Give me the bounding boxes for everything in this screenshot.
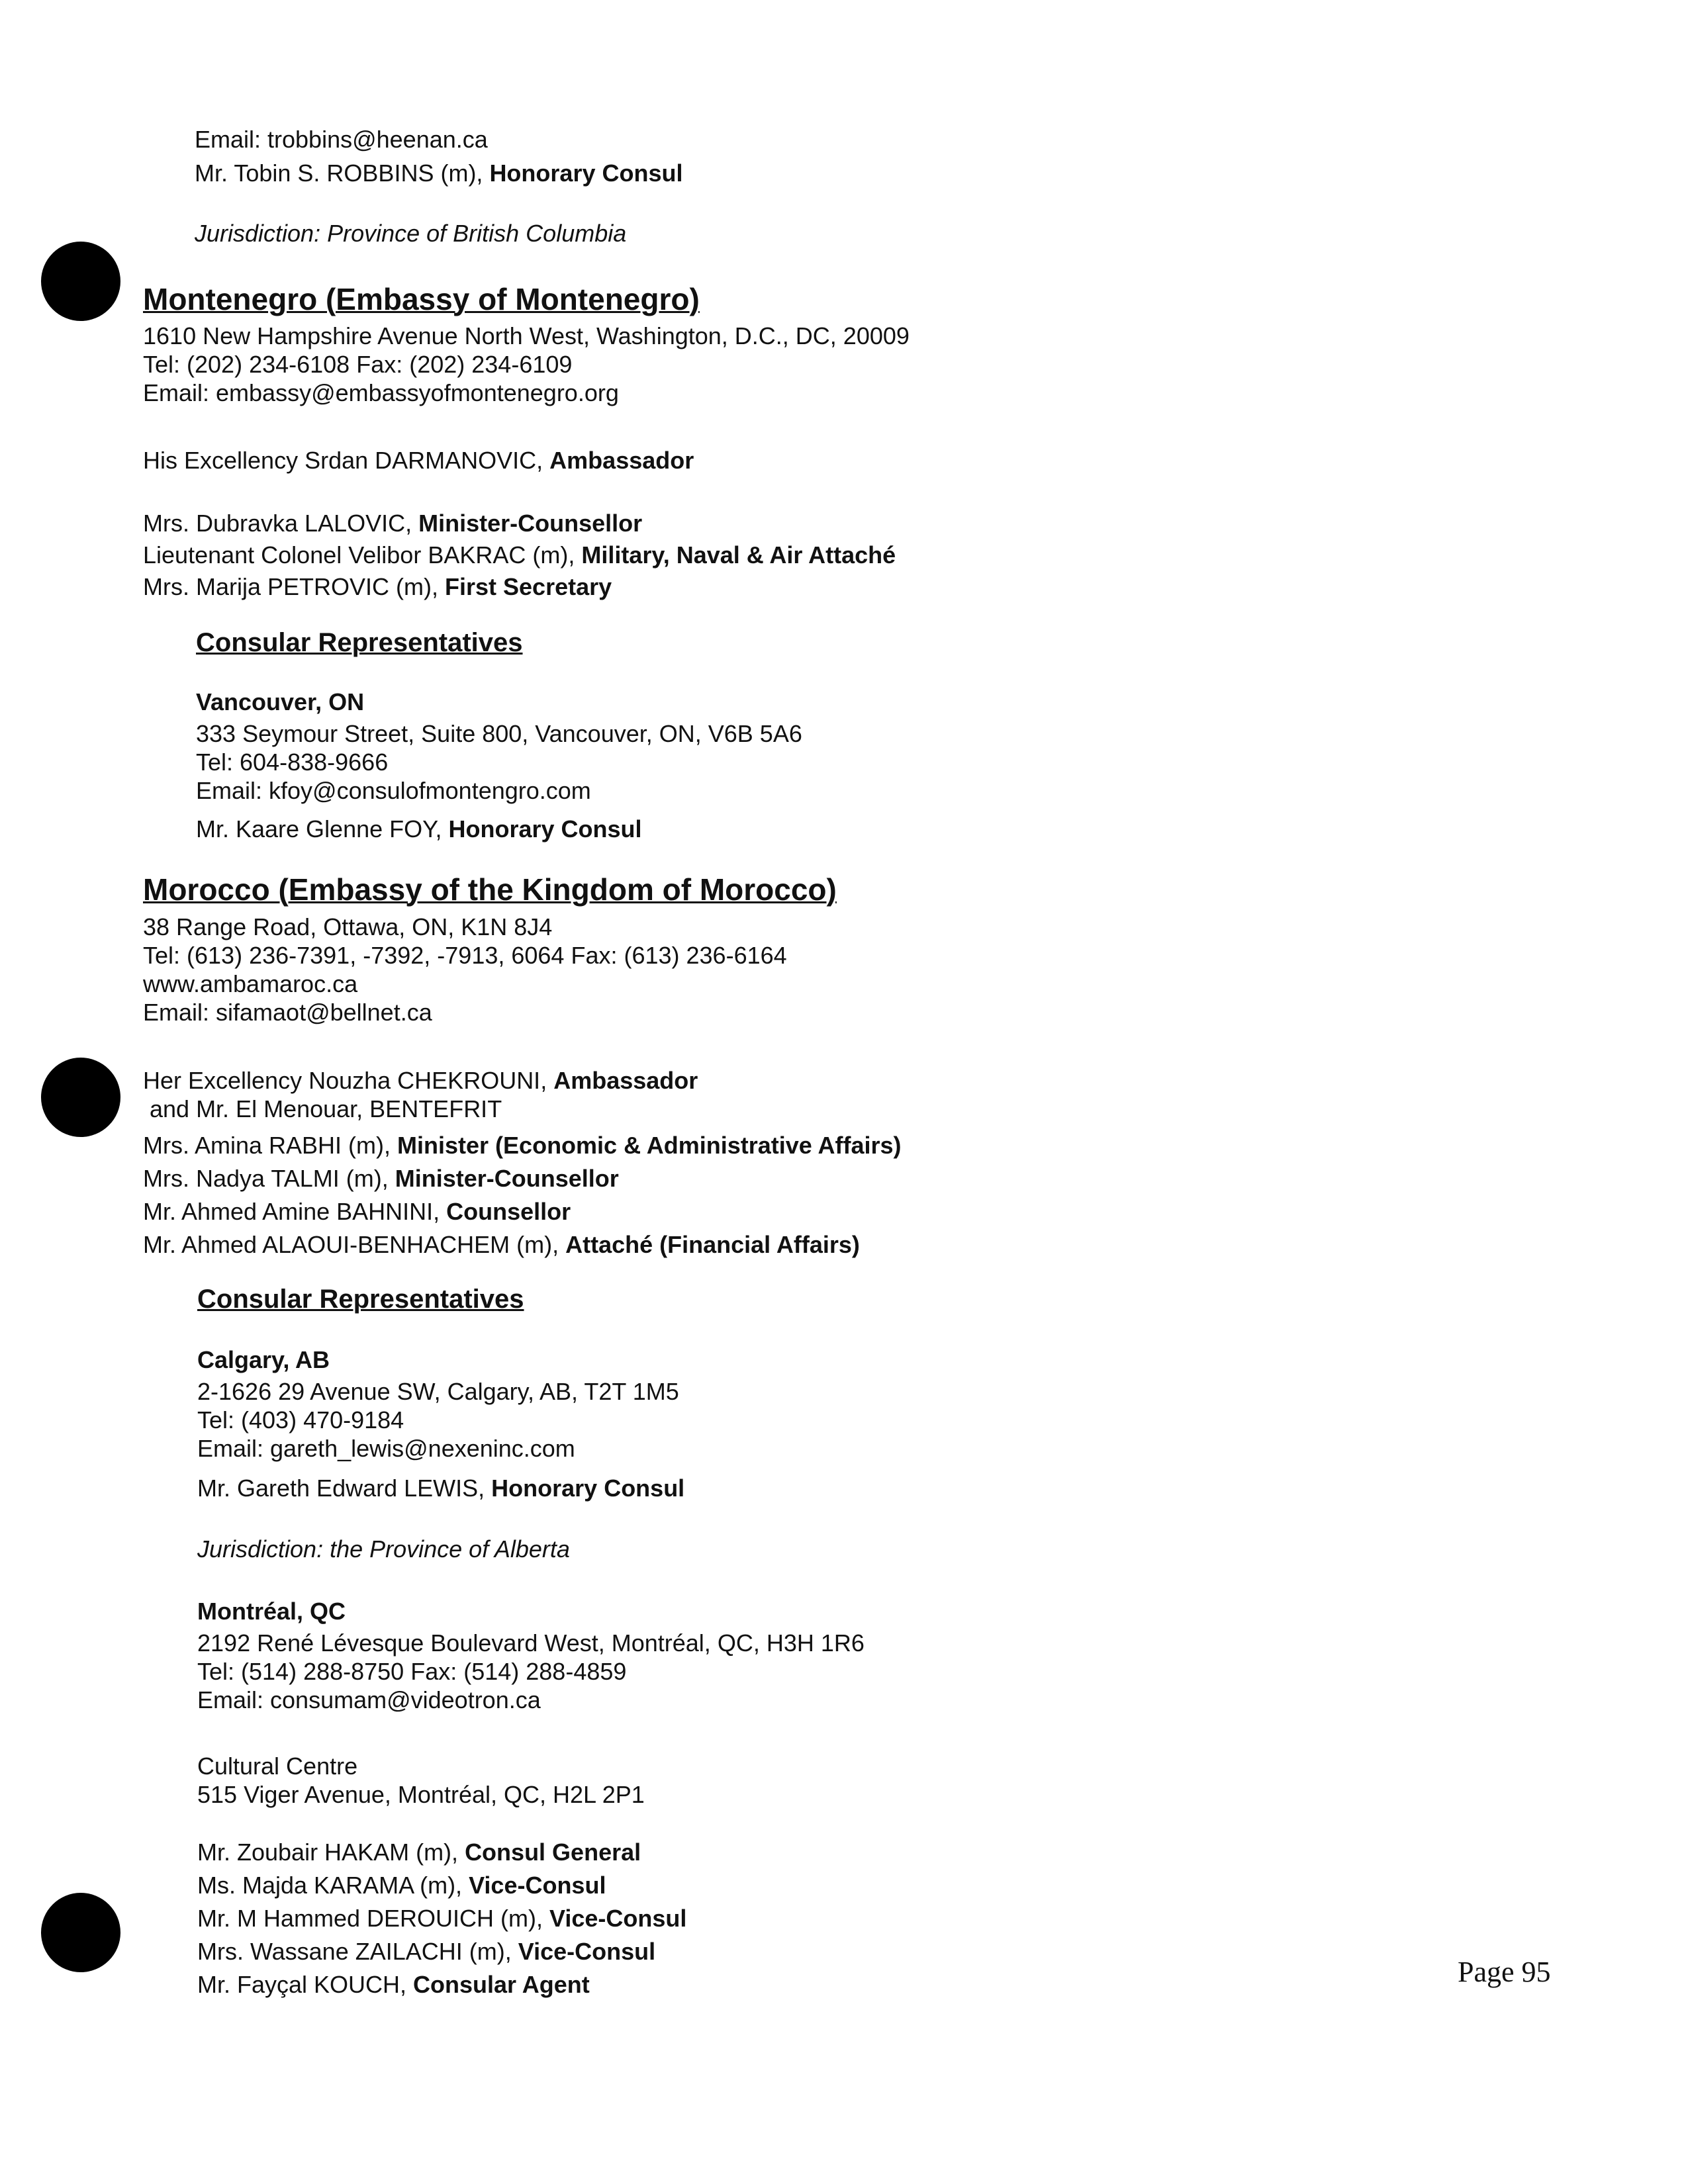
montenegro-address: 1610 New Hampshire Avenue North West, Washington, D.C., DC, 20009 xyxy=(143,322,910,349)
person-title: Honorary Consul xyxy=(491,1475,685,1502)
morocco-email: Email: sifamaot@bellnet.ca xyxy=(143,999,432,1026)
person-title: Vice-Consul xyxy=(469,1872,606,1899)
vancouver-person xyxy=(196,815,642,843)
morocco-consular-heading: Consular Representatives xyxy=(197,1285,524,1314)
person-name: Mrs. Nadya TALMI (m), xyxy=(143,1165,395,1192)
morocco-web: www.ambamaroc.ca xyxy=(143,970,358,997)
vancouver-city: Vancouver, ON xyxy=(196,688,365,715)
top-person xyxy=(195,159,682,187)
person-title: Ambassador xyxy=(553,1067,698,1094)
top-jurisdiction: Jurisdiction: Province of British Columbia xyxy=(195,220,627,247)
montenegro-staff-3 xyxy=(143,573,612,601)
montenegro-email: Email: embassy@embassyofmontenegro.org xyxy=(143,379,619,406)
montenegro-tel: Tel: (202) 234-6108 Fax: (202) 234-6109 xyxy=(143,351,573,378)
morocco-staff-1 xyxy=(143,1132,902,1160)
cultural-centre-label: Cultural Centre xyxy=(197,1752,358,1780)
person-title: Minister-Counsellor xyxy=(418,510,643,537)
vancouver-address: 333 Seymour Street, Suite 800, Vancouver, ON, V6B 5A6 xyxy=(196,720,802,747)
montreal-staff-5 xyxy=(197,1971,590,1999)
person-name: Ms. Majda KARAMA (m), xyxy=(197,1872,469,1899)
calgary-city: Calgary, AB xyxy=(197,1346,330,1373)
calgary-address: 2-1626 29 Avenue SW, Calgary, AB, T2T 1M5 xyxy=(197,1378,679,1405)
calgary-email: Email: gareth_lewis@nexeninc.com xyxy=(197,1435,575,1462)
person-name: Mr. Zoubair HAKAM (m), xyxy=(197,1839,465,1866)
calgary-tel: Tel: (403) 470-9184 xyxy=(197,1406,404,1433)
person-name: Mr. Tobin S. ROBBINS (m), xyxy=(195,159,490,187)
morocco-staff-4 xyxy=(143,1231,860,1259)
person-name: Lieutenant Colonel Velibor BAKRAC (m), xyxy=(143,541,582,569)
person-name: Mrs. Marija PETROVIC (m), xyxy=(143,573,445,600)
morocco-staff-3 xyxy=(143,1198,571,1226)
person-name: Mr. Ahmed Amine BAHNINI, xyxy=(143,1198,447,1225)
morocco-heading: Morocco (Embassy of the Kingdom of Morocco) xyxy=(143,872,837,907)
person-title: Vice-Consul xyxy=(518,1938,656,1965)
person-name: His Excellency Srdan DARMANOVIC, xyxy=(143,447,550,474)
punch-hole-middle xyxy=(41,1058,120,1137)
montreal-staff-3 xyxy=(197,1905,686,1933)
morocco-ambassador xyxy=(143,1067,698,1095)
morocco-tel: Tel: (613) 236-7391, -7392, -7913, 6064 Fax: (613) 236-6164 xyxy=(143,942,787,969)
morocco-spouse: and Mr. El Menouar, BENTEFRIT xyxy=(150,1095,502,1122)
calgary-person xyxy=(197,1475,684,1502)
person-name: Mr. Gareth Edward LEWIS, xyxy=(197,1475,492,1502)
person-title: Honorary Consul xyxy=(489,159,683,187)
person-name: Mrs. Amina RABHI (m), xyxy=(143,1132,398,1159)
person-name: Mrs. Dubravka LALOVIC, xyxy=(143,510,419,537)
person-name: Mr. M Hammed DEROUICH (m), xyxy=(197,1905,550,1932)
cultural-centre-address: 515 Viger Avenue, Montréal, QC, H2L 2P1 xyxy=(197,1781,645,1808)
person-title: Counsellor xyxy=(446,1198,571,1225)
person-title: Attaché (Financial Affairs) xyxy=(565,1231,860,1258)
montreal-staff-4 xyxy=(197,1938,655,1966)
montreal-staff-1 xyxy=(197,1839,641,1866)
morocco-staff-2 xyxy=(143,1165,619,1193)
person-title: Minister (Economic & Administrative Affairs) xyxy=(397,1132,902,1159)
vancouver-email: Email: kfoy@consulofmontengro.com xyxy=(196,777,591,804)
person-name: Mr. Kaare Glenne FOY, xyxy=(196,815,449,842)
montenegro-ambassador xyxy=(143,447,694,475)
person-title: Consular Agent xyxy=(413,1971,590,1998)
montenegro-consular-heading: Consular Representatives xyxy=(196,628,523,657)
person-name: Her Excellency Nouzha CHEKROUNI, xyxy=(143,1067,554,1094)
montenegro-staff-2 xyxy=(143,541,896,569)
person-name: Mr. Fayçal KOUCH, xyxy=(197,1971,414,1998)
morocco-address: 38 Range Road, Ottawa, ON, K1N 8J4 xyxy=(143,913,553,940)
calgary-jurisdiction: Jurisdiction: the Province of Alberta xyxy=(197,1535,570,1563)
person-name: Mr. Ahmed ALAOUI-BENHACHEM (m), xyxy=(143,1231,566,1258)
montreal-staff-2 xyxy=(197,1872,606,1899)
person-title: Minister-Counsellor xyxy=(395,1165,619,1192)
top-email: Email: trobbins@heenan.ca xyxy=(195,126,488,153)
montreal-email: Email: consumam@videotron.ca xyxy=(197,1686,541,1713)
montenegro-heading: Montenegro (Embassy of Montenegro) xyxy=(143,282,700,316)
montreal-address: 2192 René Lévesque Boulevard West, Montréal, QC, H3H 1R6 xyxy=(197,1629,865,1657)
punch-hole-bottom xyxy=(41,1893,120,1972)
person-name: Mrs. Wassane ZAILACHI (m), xyxy=(197,1938,518,1965)
person-title: Vice-Consul xyxy=(549,1905,687,1932)
montreal-city: Montréal, QC xyxy=(197,1598,346,1625)
person-title: Honorary Consul xyxy=(448,815,642,842)
person-title: Consul General xyxy=(465,1839,641,1866)
person-title: First Secretary xyxy=(445,573,612,600)
page-number: Page 95 xyxy=(1458,1956,1551,1988)
person-title: Military, Naval & Air Attaché xyxy=(581,541,896,569)
person-title: Ambassador xyxy=(549,447,694,474)
montreal-tel: Tel: (514) 288-8750 Fax: (514) 288-4859 xyxy=(197,1658,627,1685)
montenegro-staff-1 xyxy=(143,510,642,537)
vancouver-tel: Tel: 604-838-9666 xyxy=(196,749,389,776)
punch-hole-top xyxy=(41,242,120,321)
